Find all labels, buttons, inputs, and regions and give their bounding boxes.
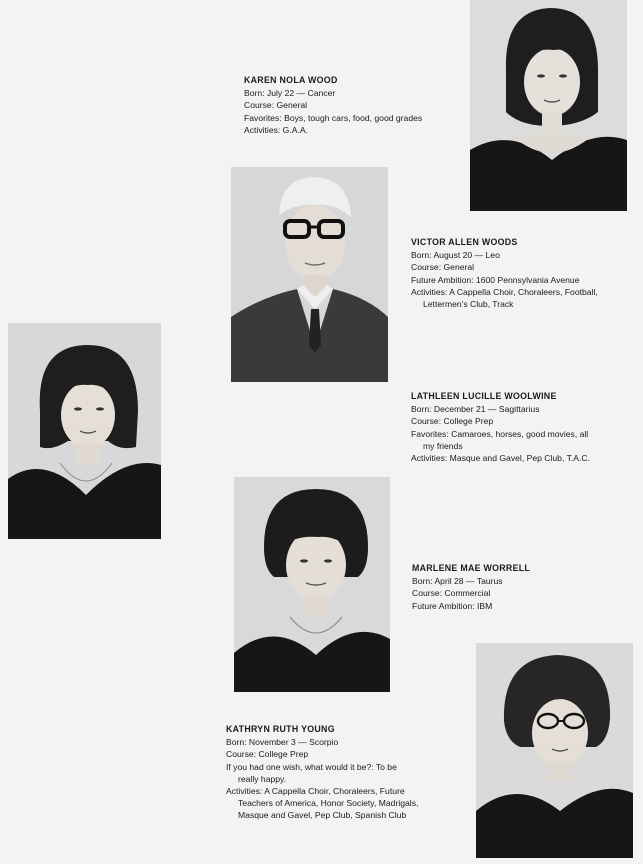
course-info: Course: College Prep [411, 416, 494, 427]
bio-line: Favorites: Camaroes, horses, good movies, all [411, 428, 589, 439]
portrait-marlene-worrell [234, 477, 390, 692]
bio-line: Activities: A Cappella Choir, Choraleers, Future [226, 786, 405, 797]
student-name: KAREN NOLA WOOD [244, 75, 338, 85]
bio-line: Teachers of America, Honor Society, Madrigals, [238, 798, 419, 809]
bio-marlene-worrell [412, 562, 632, 612]
student-name: LATHLEEN LUCILLE WOOLWINE [411, 391, 557, 401]
bio-line: Activities: A Cappella Choir, Choraleers, Football, [411, 286, 598, 297]
course-info: Course: General [244, 100, 308, 111]
portrait-kathryn-young [476, 643, 633, 858]
bio-line: If you had one wish, what would it be?: To be [226, 761, 397, 772]
bio-line: Activities: Masque and Gavel, Pep Club, T.A.C. [411, 453, 590, 464]
bio-lathleen-woolwine [411, 390, 636, 464]
bio-line: Masque and Gavel, Pep Club, Spanish Club [238, 810, 407, 821]
student-name: KATHRYN RUTH YOUNG [226, 724, 335, 734]
birth-info: Born: December 21 — Sagittarius [411, 404, 540, 415]
bio-line: Activities: G.A.A. [244, 124, 308, 135]
course-info: Course: College Prep [226, 749, 309, 760]
bio-kathryn-young [226, 723, 448, 822]
bio-line: Future Ambition: IBM [412, 600, 493, 611]
portrait-lathleen-woolwine [8, 323, 161, 539]
birth-info: Born: August 20 — Leo [411, 250, 500, 261]
bio-line: Favorites: Boys, tough cars, food, good grades [244, 112, 423, 123]
bio-line: Future Ambition: 1600 Pennsylvania Avenue [411, 274, 580, 285]
portrait-victor-woods [231, 167, 388, 382]
course-info: Course: Commercial [412, 588, 491, 599]
birth-info: Born: July 22 — Cancer [244, 88, 336, 99]
bio-karen-wood [244, 74, 454, 136]
course-info: Course: General [411, 262, 475, 273]
birth-info: Born: November 3 — Scorpio [226, 737, 339, 748]
bio-line: Lettermen's Club, Track [423, 299, 514, 310]
birth-info: Born: April 28 — Taurus [412, 576, 503, 587]
portrait-karen-wood [470, 0, 627, 211]
student-name: VICTOR ALLEN WOODS [411, 237, 518, 247]
bio-line: my friends [423, 440, 463, 451]
student-name: MARLENE MAE WORRELL [412, 563, 531, 573]
bio-line: really happy. [238, 773, 287, 784]
bio-victor-woods [411, 236, 636, 310]
